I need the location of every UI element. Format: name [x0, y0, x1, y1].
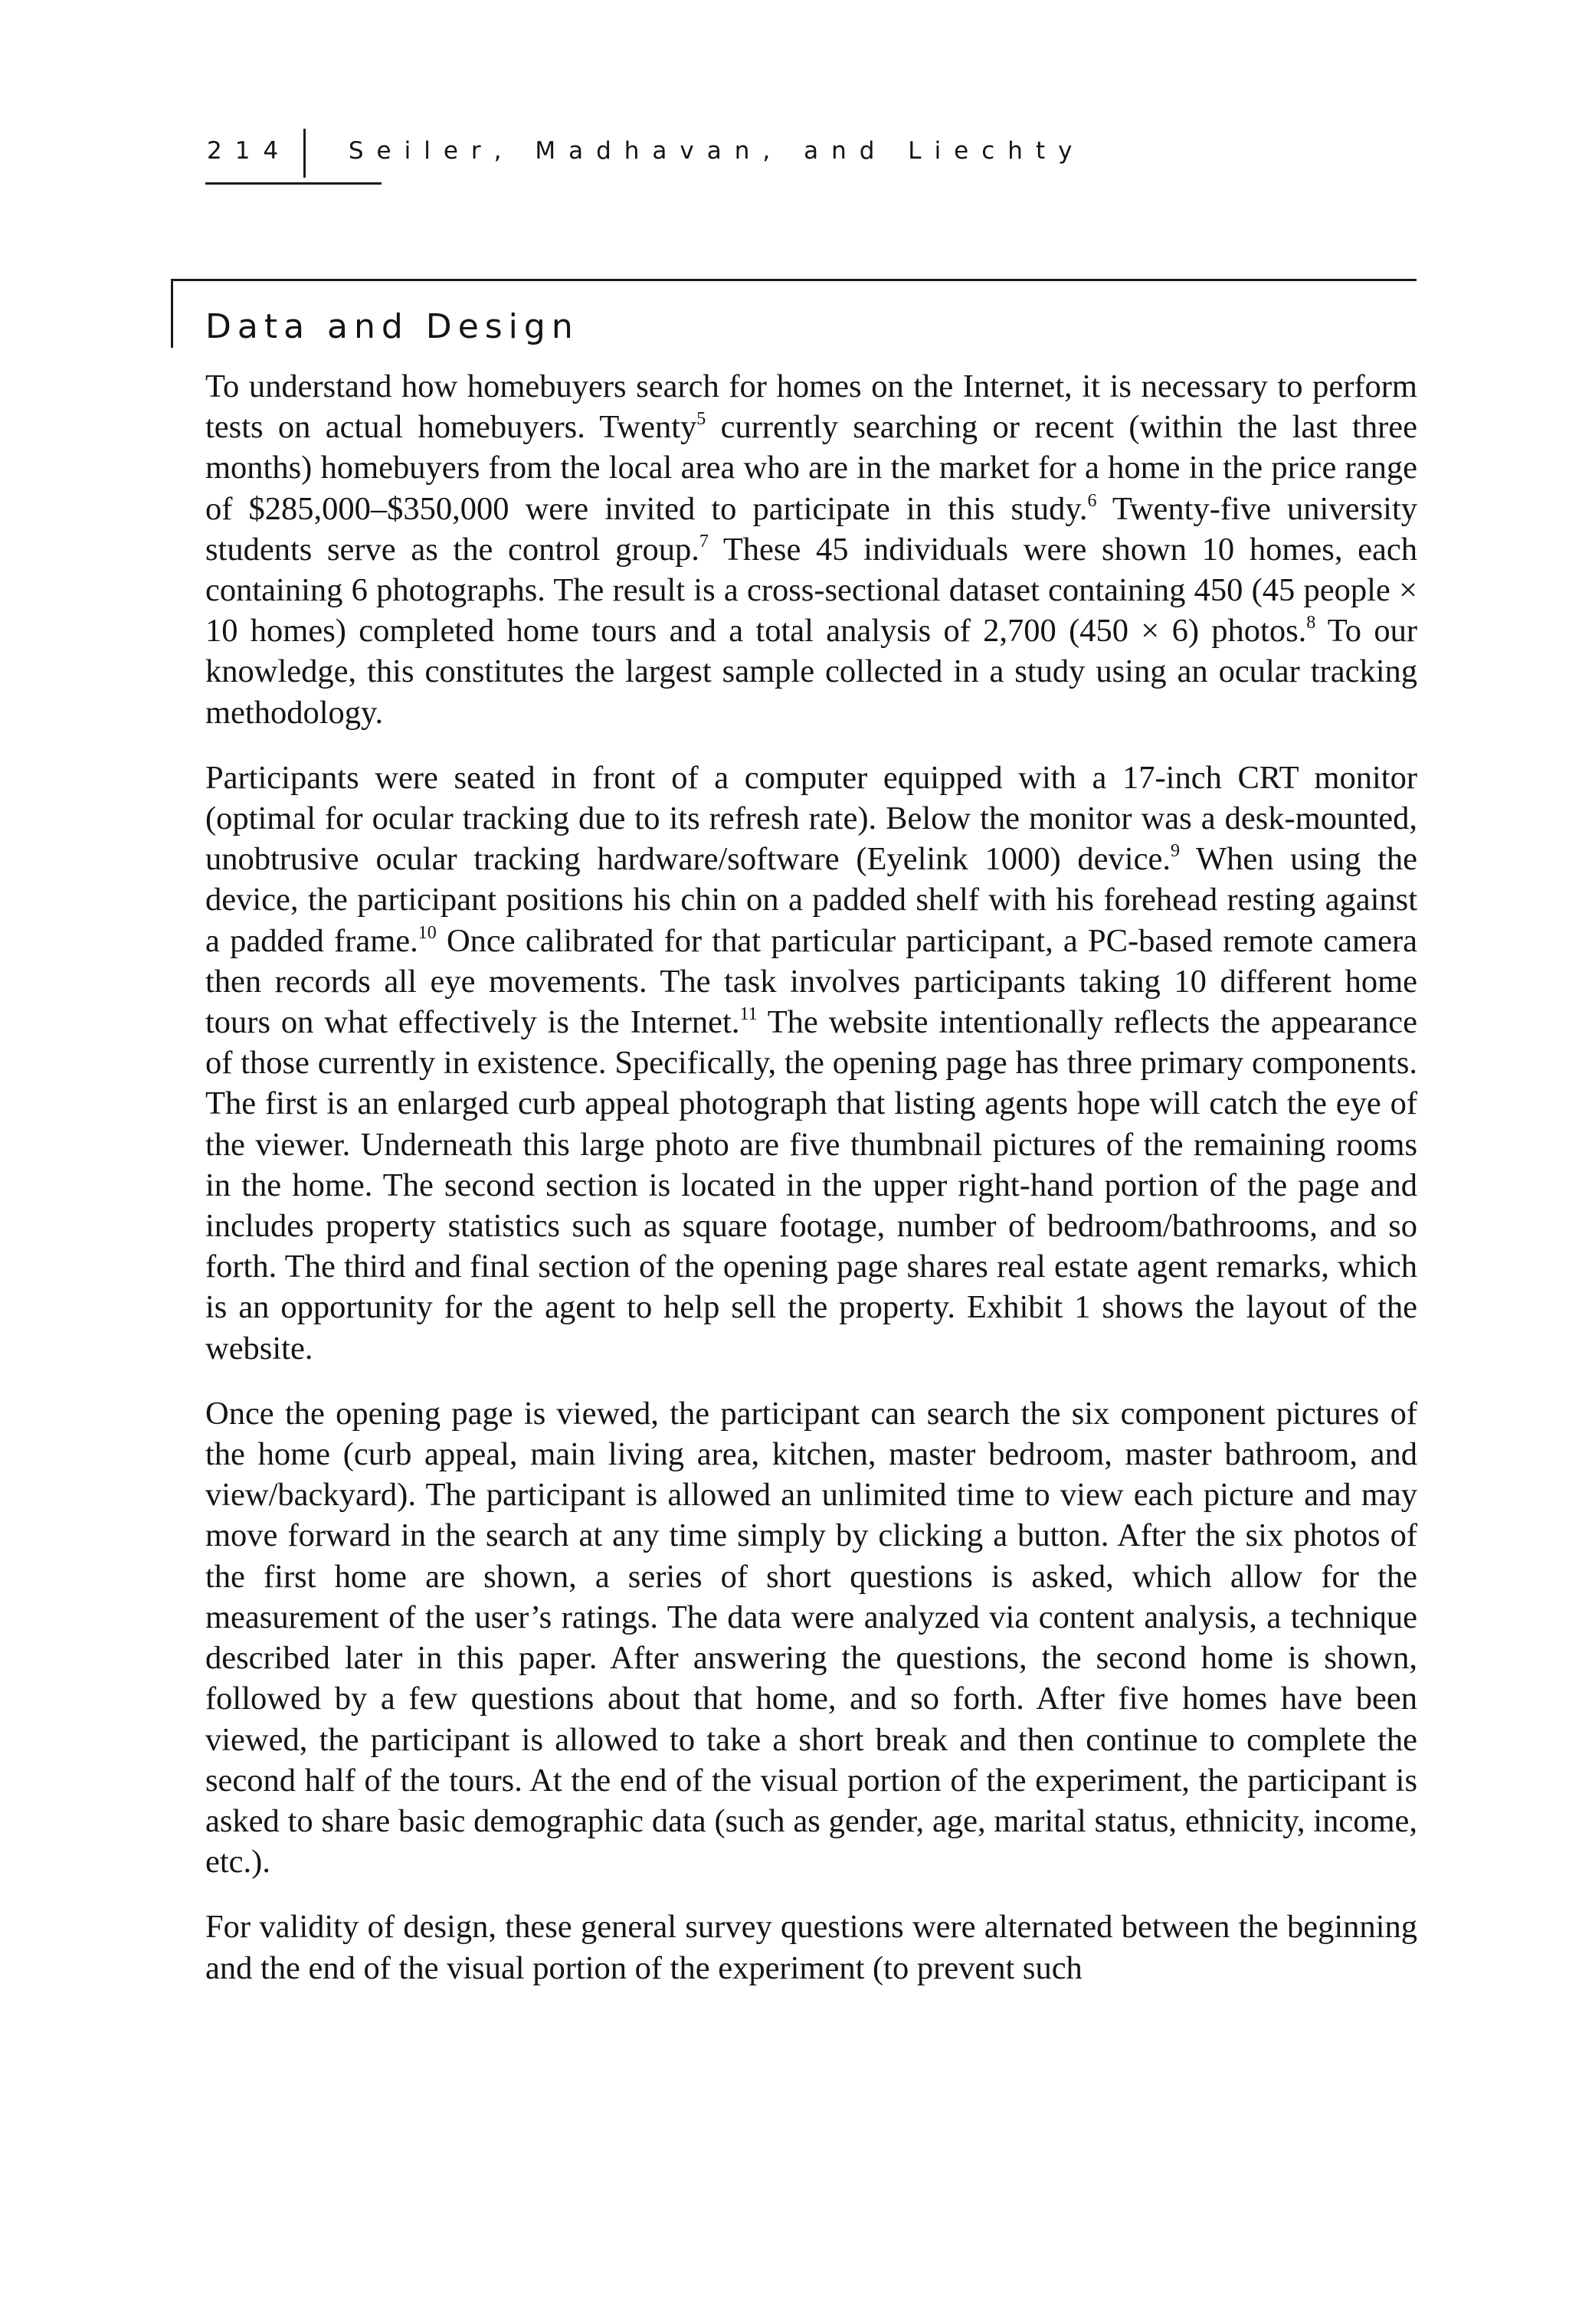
footnote-marker: 6 [1087, 490, 1097, 511]
paragraph-text: The website intentionally reflects the appearance of those currently in existence. Specifically, the opening page has three primary components. The first is an enlarged curb appeal photograph that listing agents hope will catch the eye of the viewer. Underneath this large photo are five thumbnail pictures of the remaining rooms in the home. The second section is located in the upper right-hand portion of the page and includes property statistics such as square footage, number of bedroom/bathrooms, and so forth. The third and final section of the opening page shares real estate agent remarks, which is an opportunity for the agent to help sell the property. Exhibit 1 shows the layout of the website. [205, 1004, 1418, 1367]
footnote-marker: 7 [699, 531, 709, 552]
paragraph-text: These 45 individuals were shown 10 homes, each containing 6 photographs. The result is a cross-sectional dataset containing 450 (45 people × 10 homes) completed home tours and a total analysis of 2,700 (450 × 6) photos. [205, 531, 1417, 650]
paragraph [205, 1393, 1417, 1882]
paragraph-text: Twenty-five university students serve as the control group. [205, 490, 1417, 568]
running-head-underline [205, 182, 382, 185]
paragraph-text: Participants were seated in front of a computer equipped with a 17-inch CRT monitor (optimal for ocular tracking due to its refresh rate). Below the monitor was a desk-mounted, unobtrusive ocular tracking hardware/software (Eyelink 1000) device. [205, 759, 1417, 878]
page-number: 214 [207, 137, 292, 165]
body-text [205, 366, 1417, 2013]
footnote-marker: 9 [1170, 841, 1180, 862]
paragraph-text: To understand how homebuyers search for homes on the Internet, it is necessary to perform tests on actual homebuyers. Twenty [205, 368, 1417, 446]
paragraph-text: Once the opening page is viewed, the participant can search the six component pictures of the home (curb appeal, main living area, kitchen, master bedroom, master bathroom, and view/backyard). The participant is allowed an unlimited time to view each picture and may move forward in the search at any time simply by clicking a button. After the six photos of the first home are shown, a series of short questions is asked, which allow for the measurement of the user’s ratings. The data were analyzed via content analysis, a technique described later in this paper. After answering the questions, the second home is shown, followed by a few questions about that home, and so forth. After five homes have been viewed, the participant is allowed to take a short break and then continue to complete the second half of the tours. At the end of the visual portion of the experiment, the participant is asked to share basic demographic data (such as gender, age, marital status, ethnicity, income, etc.). [205, 1395, 1417, 1880]
footnote-marker: 8 [1306, 613, 1316, 633]
paragraph [205, 1907, 1417, 1988]
running-head-authors: Seiler, Madhavan, and Liechty [348, 137, 1086, 165]
footnote-marker: 10 [418, 922, 437, 943]
section-rule-top [171, 279, 1417, 281]
paragraph-text: For validity of design, these general survey questions were alternated between the beginning and the end of the visual portion of the experiment (to prevent such [205, 1909, 1417, 1986]
running-head-divider [303, 129, 306, 178]
paragraph-text: Once calibrated for that particular participant, a PC-based remote camera then records all eye movements. The task involves participants taking 10 different home tours on what effectively is the Internet. [205, 922, 1417, 1041]
paragraph [205, 758, 1417, 1369]
section-rule-left [171, 279, 173, 348]
paragraph-text: To our knowledge, this constitutes the largest sample collected in a study using an ocular tracking methodology. [205, 613, 1417, 731]
paragraph [205, 366, 1417, 733]
paragraph-text: currently searching or recent (within the last three months) homebuyers from the local area who are in the market for a home in the price range of $285,000–$350,000 were invited to participate in this study. [205, 409, 1417, 527]
footnote-marker: 11 [739, 1004, 758, 1025]
paragraph-text: When using the device, the participant positions his chin on a padded shelf with his forehead resting against a padded frame. [205, 841, 1418, 959]
section-heading: Data and Design [205, 307, 579, 346]
running-head [207, 132, 1085, 170]
footnote-marker: 5 [696, 409, 706, 430]
